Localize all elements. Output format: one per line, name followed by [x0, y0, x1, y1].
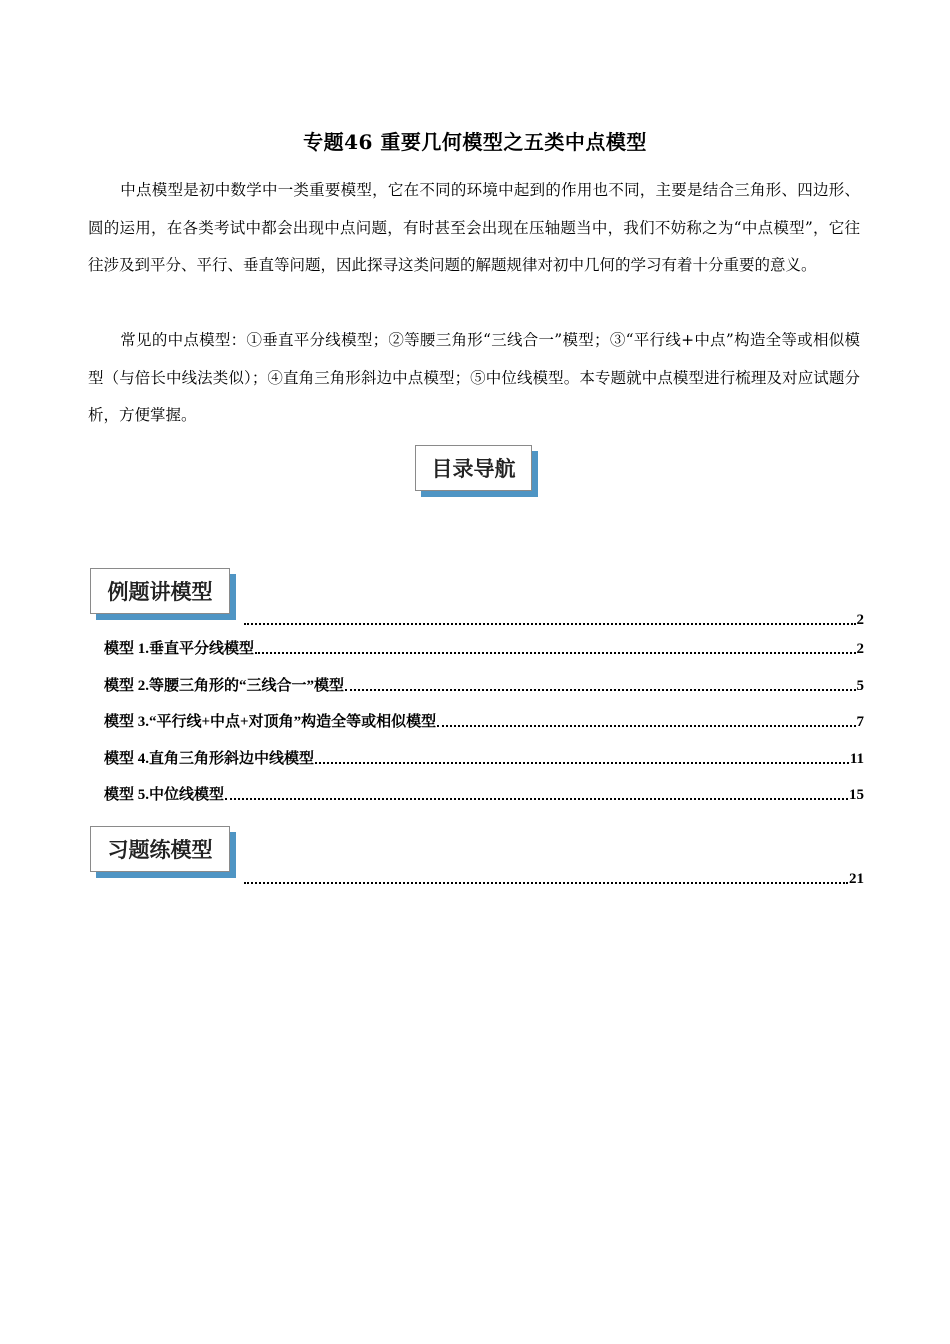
toc-leader-dots	[437, 724, 855, 727]
toc-entry-examples[interactable]	[243, 609, 864, 629]
toc-leader-dots	[345, 688, 855, 691]
toc-entry-model-5[interactable]	[104, 784, 864, 804]
section-badge-exercises: 习题练模型	[90, 826, 230, 872]
toc-page-number: 21	[849, 871, 864, 887]
toc-entry-model-4[interactable]	[104, 748, 864, 768]
intro-paragraph-2	[88, 322, 860, 435]
toc-entry-label: 模型 2.等腰三角形的“三线合一”模型	[104, 678, 345, 694]
toc-nav-badge: 目录导航	[415, 445, 532, 491]
toc-entry-exercises[interactable]	[243, 868, 864, 888]
page-title: 专题46 重要几何模型之五类中点模型	[303, 130, 647, 154]
toc-page-number: 11	[849, 751, 864, 767]
intro-paragraph-1	[88, 172, 860, 285]
toc-page-number: 2	[856, 641, 864, 657]
toc-entry-label: 模型 5.中位线模型	[104, 787, 225, 803]
toc-entry-label: 模型 1.垂直平分线模型	[104, 641, 255, 657]
intro-paragraph-1-text: 中点模型是初中数学中一类重要模型，它在不同的环境中起到的作用也不同，主要是结合三角形、四边形、圆的运用，在各类考试中都会出现中点问题，有时甚至会出现在压轴题当中，我们不妨称之为“中点模型”，它往往涉及到平分、平行、垂直等问题，因此探寻这类问题的解题规律对初中几何的学习有着十分重要的意义。	[88, 181, 860, 274]
toc-leader-dots	[255, 651, 855, 654]
toc-page-number: 7	[856, 714, 864, 730]
toc-entry-model-3[interactable]	[104, 711, 864, 731]
toc-leader-dots	[244, 622, 856, 625]
toc-entry-model-2[interactable]	[104, 675, 864, 695]
toc-leader-dots	[244, 881, 848, 884]
toc-page-number: 2	[856, 612, 864, 628]
toc-page-number: 5	[856, 678, 864, 694]
section-badge-examples: 例题讲模型	[90, 568, 230, 614]
toc-entry-model-1[interactable]	[104, 638, 864, 658]
toc-leader-dots	[225, 797, 848, 800]
toc-page-number: 15	[849, 787, 864, 803]
toc-leader-dots	[315, 761, 849, 764]
toc-entry-label: 模型 4.直角三角形斜边中线模型	[104, 751, 315, 767]
toc-entry-label: 模型 3.“平行线+中点+对顶角”构造全等或相似模型	[104, 714, 437, 730]
intro-paragraph-2-text: 常见的中点模型：①垂直平分线模型；②等腰三角形“三线合一”模型；③“平行线+中点”构造全等或相似模型（与倍长中线法类似）；④直角三角形斜边中点模型；⑤中位线模型。本专题就中点模型进行梳理及对应试题分析，方便掌握。	[88, 331, 860, 424]
